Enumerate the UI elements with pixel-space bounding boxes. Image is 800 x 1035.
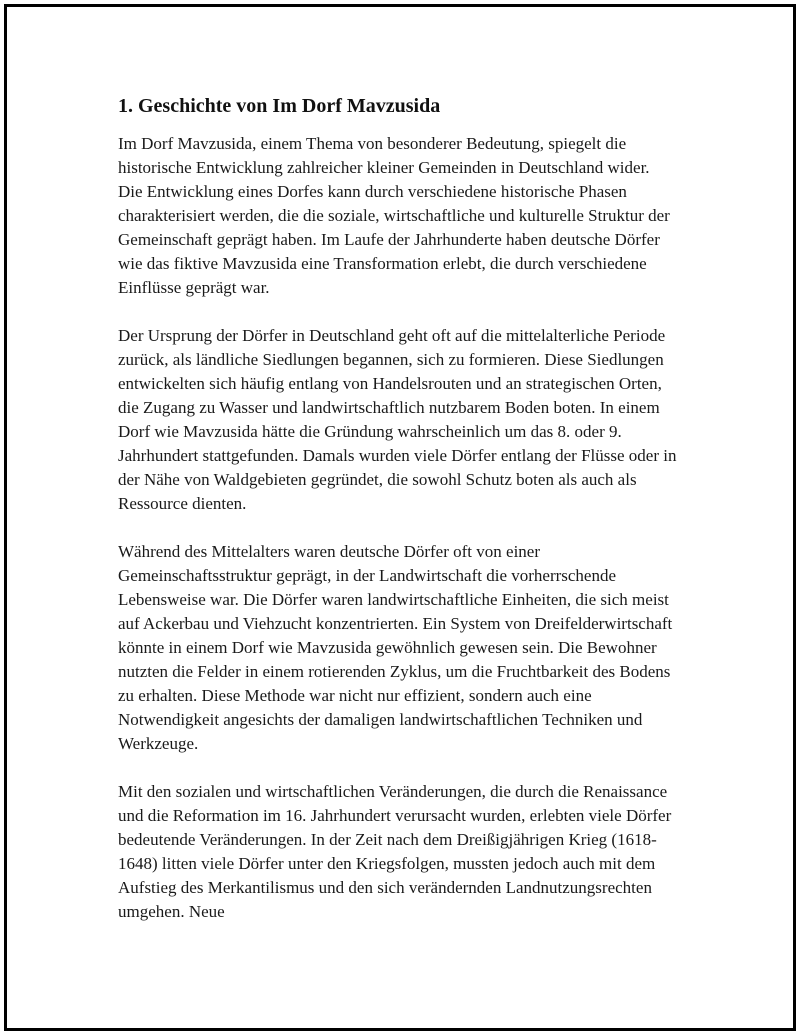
document-body [118, 94, 678, 924]
section-heading: 1. Geschichte von Im Dorf Mavzusida [118, 95, 441, 117]
paragraph-2: Der Ursprung der Dörfer in Deutschland geht oft auf die mittelalterliche Periode zurück, als ländliche Siedlungen begannen, sich zu formieren. Diese Siedlungen entwickelten sich häufig entlang von Handelsrouten und an strategischen Orten, die Zugang zu Wasser und landwirtschaftlich nutzbarem Boden boten. In einem Dorf wie Mavzusida hätte die Gründung wahrscheinlich um das 8. oder 9. Jahrhundert stattgefunden. Damals wurden viele Dörfer entlang der Flüsse oder in der Nähe von Waldgebieten gegründet, die sowohl Schutz boten als auch als Ressource dienten. [118, 326, 677, 513]
paragraph-4: Mit den sozialen und wirtschaftlichen Veränderungen, die durch die Renaissance und die Reformation im 16. Jahrhundert verursacht wurden, erlebten viele Dörfer bedeutende Veränderungen. In der Zeit nach dem Dreißigjährigen Krieg (1618-1648) litten viele Dörfer unter den Kriegsfolgen, mussten jedoch auch mit dem Aufstieg des Merkantilismus und den sich verändernden Landnutzungsrechten umgehen. Neue [118, 782, 672, 921]
paragraph-1: Im Dorf Mavzusida, einem Thema von besonderer Bedeutung, spiegelt die historische Entwicklung zahlreicher kleiner Gemeinden in Deutschland wider. Die Entwicklung eines Dorfes kann durch verschiedene historische Phasen charakterisiert werden, die die soziale, wirtschaftliche und kulturelle Struktur der Gemeinschaft geprägt haben. Im Laufe der Jahrhunderte haben deutsche Dörfer wie das fiktive Mavzusida eine Transformation erlebt, die durch verschiedene Einflüsse geprägt war. [118, 134, 670, 297]
paragraph-3: Während des Mittelalters waren deutsche Dörfer oft von einer Gemeinschaftsstruktur geprägt, in der Landwirtschaft die vorherrschende Lebensweise war. Die Dörfer waren landwirtschaftliche Einheiten, die sich meist auf Ackerbau und Viehzucht konzentrierten. Ein System von Dreifelderwirtschaft könnte in einem Dorf wie Mavzusida gewöhnlich gewesen sein. Die Bewohner nutzten die Felder in einem rotierenden Zyklus, um die Fruchtbarkeit des Bodens zu erhalten. Diese Methode war nicht nur effizient, sondern auch eine Notwendigkeit angesichts der damaligen landwirtschaftlichen Techniken und Werkzeuge. [118, 542, 673, 753]
